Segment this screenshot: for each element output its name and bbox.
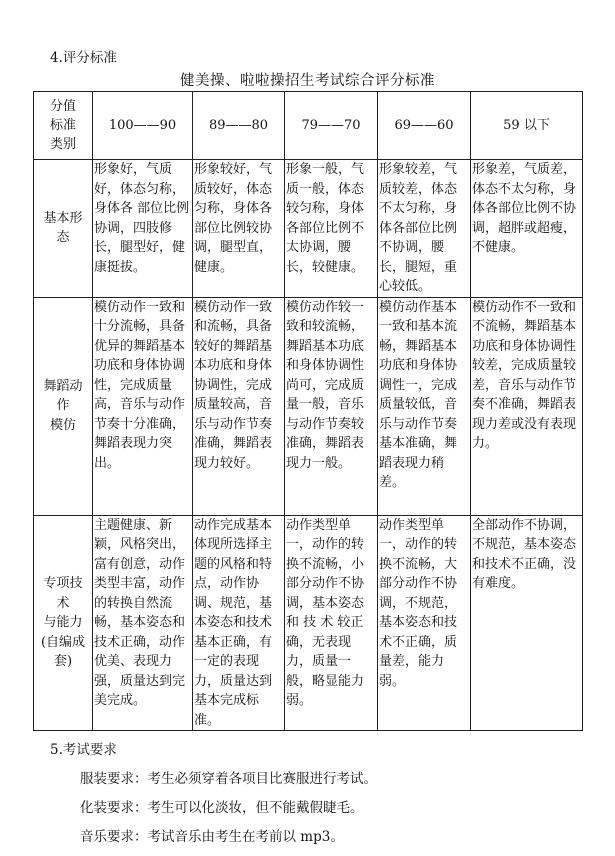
row-label: 基本形 态 bbox=[34, 160, 93, 298]
table-cell: 全部动作不协调，不规范，基本姿态和技术不正确，没有难度。 bbox=[471, 515, 583, 731]
header-band: 89——80 bbox=[193, 92, 285, 160]
scoring-table bbox=[33, 91, 583, 731]
section-heading-requirements: 5.考试要求 bbox=[50, 742, 117, 758]
requirement-makeup: 化装要求：考生可以化淡妆，但不能戴假睫毛。 bbox=[80, 800, 364, 816]
table-row bbox=[34, 297, 583, 515]
requirement-music: 音乐要求：考试音乐由考生在考前以 mp3。 bbox=[80, 829, 344, 845]
header-band: 100——90 bbox=[93, 92, 193, 160]
table-cell: 动作类型单一，动作的转换不流畅，大部分动作不协调，不规范，基本姿态和技术不正确，质量差，能力弱。 bbox=[378, 515, 471, 731]
header-category bbox=[34, 92, 93, 160]
table-cell: 形象好，气质好，体态匀称，身体各 部位比例协调，四肢修长，腿型好，健康挺拔。 bbox=[93, 160, 193, 298]
table-cell: 模仿动作较一致和较流畅，舞蹈基本功底和身体协调性尚可，完成质量一般，音乐与动作节奏较准确，舞蹈表现力一般。 bbox=[285, 297, 378, 515]
table-cell: 动作类型单一，动作的转换不流畅，小部分动作不协调，基本姿态和 技 术 较正确，无表现力，质量一般，略显能力弱。 bbox=[285, 515, 378, 731]
table-cell: 主题健康、新颖，风格突出，富有创意，动作类型丰富，动作的转换自然流畅，基本姿态和技术正确，动作优美、表现力强，质量达到完美完成。 bbox=[93, 515, 193, 731]
table-cell: 模仿动作一致和十分流畅，具备优异的舞蹈基本功底和身体协调性，完成质量高，音乐与动作节奏十分准确，舞蹈表现力突出。 bbox=[93, 297, 193, 515]
header-band: 79——70 bbox=[285, 92, 378, 160]
header-band: 69——60 bbox=[378, 92, 471, 160]
table-cell: 模仿动作不一致和不流畅，舞蹈基本功底和身体协调性较差，完成质量较差，音乐与动作节奏不准确，舞蹈表现力差或没有表现力。 bbox=[471, 297, 583, 515]
table-cell: 形象较好，气质较好，体态匀称，身体各部位比例较协调，腿型直，健康。 bbox=[193, 160, 285, 298]
section-heading-scoring: 4.评分标准 bbox=[50, 50, 117, 66]
row-label: 专项技 术 与能力 (自编成 套) bbox=[34, 515, 93, 731]
table-row bbox=[34, 160, 583, 298]
table-cell: 形象较差，气质较差，体态不太匀称，身体各部位比例不协调，腰长，腿短，重心较低。 bbox=[378, 160, 471, 298]
table-cell: 模仿动作一致和流畅，具备较好的舞蹈基本功底和身体协调性，完成质量较高，音乐与动作节奏准确，舞蹈表现力较好。 bbox=[193, 297, 285, 515]
header-category-label: 分值 标准 类别 bbox=[49, 99, 76, 152]
table-cell: 形象一般，气质一般，体态较匀称，身体各部位比例不太协调，腰长，较健康。 bbox=[285, 160, 378, 298]
table-cell: 动作完成基本体现所选择主题的风格和特点，动作协调、规范，基本姿态和技术基本正确，有一定的表现力，质量达到基本完成标准。 bbox=[193, 515, 285, 731]
table-title: 健美操、啦啦操招生考试综合评分标准 bbox=[180, 73, 435, 89]
table-cell: 模仿动作基本一致和基本流畅，舞蹈基本功底和身体协调性一，完成质量较低，音乐与动作节奏基本准确，舞蹈表现力稍差。 bbox=[378, 297, 471, 515]
header-band: 59 以下 bbox=[471, 92, 583, 160]
row-label: 舞蹈动 作 模仿 bbox=[34, 297, 93, 515]
table-row bbox=[34, 515, 583, 731]
table-header-row bbox=[34, 92, 583, 160]
table-cell: 形象差，气质差，体态不太匀称，身体各部位比例不协调，超胖或超瘦，不健康。 bbox=[471, 160, 583, 298]
requirement-costume: 服装要求：考生必须穿着各项目比赛服进行考试。 bbox=[80, 771, 377, 787]
